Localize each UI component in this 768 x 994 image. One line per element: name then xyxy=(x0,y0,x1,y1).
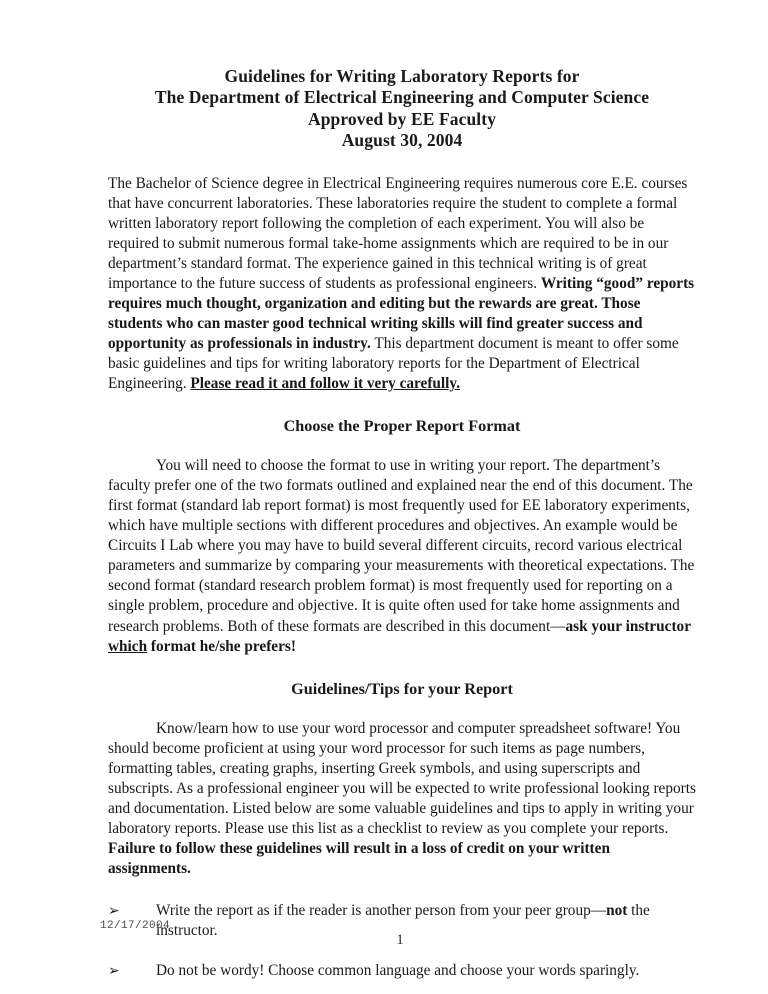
bullet-text-plain-1: Write the report as if the reader is another person from your peer group— xyxy=(156,901,607,919)
spacer-before-bullets xyxy=(108,879,696,901)
document-title xyxy=(108,66,696,152)
guidelines-text-plain: Know/learn how to use your word processor and computer spreadsheet software! You should become proficient at using your word processor for such items as page numbers, formatting tables, creating graphs, inserting Greek symbols, and using superscripts and subscripts. As a professional engineer you will be expected to write professional looking reports and documentation. Listed below are some valuable guidelines and tips to apply in writing your laboratory reports. Please use this list as a checklist to review as you complete your reports. xyxy=(108,719,696,837)
guidelines-paragraph xyxy=(108,719,696,879)
format-text-bold-underline-which: which xyxy=(108,637,148,655)
footer-page-number: 1 xyxy=(396,932,404,948)
title-line-1: Guidelines for Writing Laboratory Reports for xyxy=(224,66,580,86)
format-text-bold-ask: ask your instructor xyxy=(565,617,691,635)
spacer-after-guidelines-heading xyxy=(108,699,696,719)
list-item xyxy=(108,961,696,981)
spacer-after-format-heading xyxy=(108,436,696,456)
title-line-3: Approved by EE Faculty xyxy=(307,108,497,129)
intro-text-plain-1: The Bachelor of Science degree in Electrical Engineering requires numerous core E.E. courses that have concurrent laboratories. These laboratories require the student to complete a formal written laboratory report following the completion of each experiment. You will also be required to submit numerous formal take-home assignments which are required to be in our department’s standard format. The experience gained in this technical writing is of great importance to the future success of students as professional engineers. xyxy=(108,174,688,292)
spacer-title xyxy=(108,152,696,174)
title-line-2: The Department of Electrical Engineering and Computer Science xyxy=(154,87,650,108)
format-paragraph xyxy=(108,456,696,656)
spacer-before-format-heading xyxy=(108,394,696,416)
title-line-4: August 30, 2004 xyxy=(341,130,463,151)
heading-choose-report-format: Choose the Proper Report Format xyxy=(283,417,521,436)
heading-guidelines-tips: Guidelines/Tips for your Report xyxy=(291,679,513,698)
intro-text-plain-2: This department document is meant to offer some basic guidelines and tips for writing laboratory reports for the Department of Electrical Engineering. xyxy=(108,335,679,393)
intro-text-bold-underline: Please read it and follow it very carefully. xyxy=(190,375,461,393)
intro-paragraph xyxy=(108,174,696,395)
format-text-plain: You will need to choose the format to use in writing your report. The department’s faculty prefer one of the two formats outlined and explained near the end of this document. The first format (standard lab report format) is most frequently used for EE laboratory experiments, which have multiple sections with different procedures and objectives. An example would be Circuits I Lab where you may have to build several different circuits, record various electrical parameters and summarize by comparing your measurements with theoretical expectations. The second format (standard research problem format) is most frequently used for reporting on a single problem, procedure and objective. It is quite often used for take home assignments and research problems. Both of these formats are described in this document— xyxy=(108,457,695,635)
intro-text-bold: Writing “good” reports requires much thought, organization and editing but the rewards are great. Those students who can master good technical writing skills will find greater success and opportunity as professionals in industry. xyxy=(108,274,695,352)
guidelines-text-bold: Failure to follow these guidelines will result in a loss of credit on your written assignments. xyxy=(108,839,610,877)
spacer-before-guidelines-heading xyxy=(108,657,696,679)
bullet-text-plain-2: Do not be wordy! Choose common language and choose your words sparingly. xyxy=(156,962,640,980)
format-text-bold-tail: format he/she prefers! xyxy=(147,637,296,655)
bullet-text-bold-1: not xyxy=(606,901,628,919)
page-content xyxy=(108,66,696,994)
bullet-text-plain-1b: the instructor. xyxy=(156,901,650,940)
footer-date: 12/17/2004 xyxy=(100,920,171,932)
arrowhead-bullet-icon: ➢ xyxy=(108,902,120,919)
arrowhead-bullet-icon: ➢ xyxy=(108,963,120,980)
